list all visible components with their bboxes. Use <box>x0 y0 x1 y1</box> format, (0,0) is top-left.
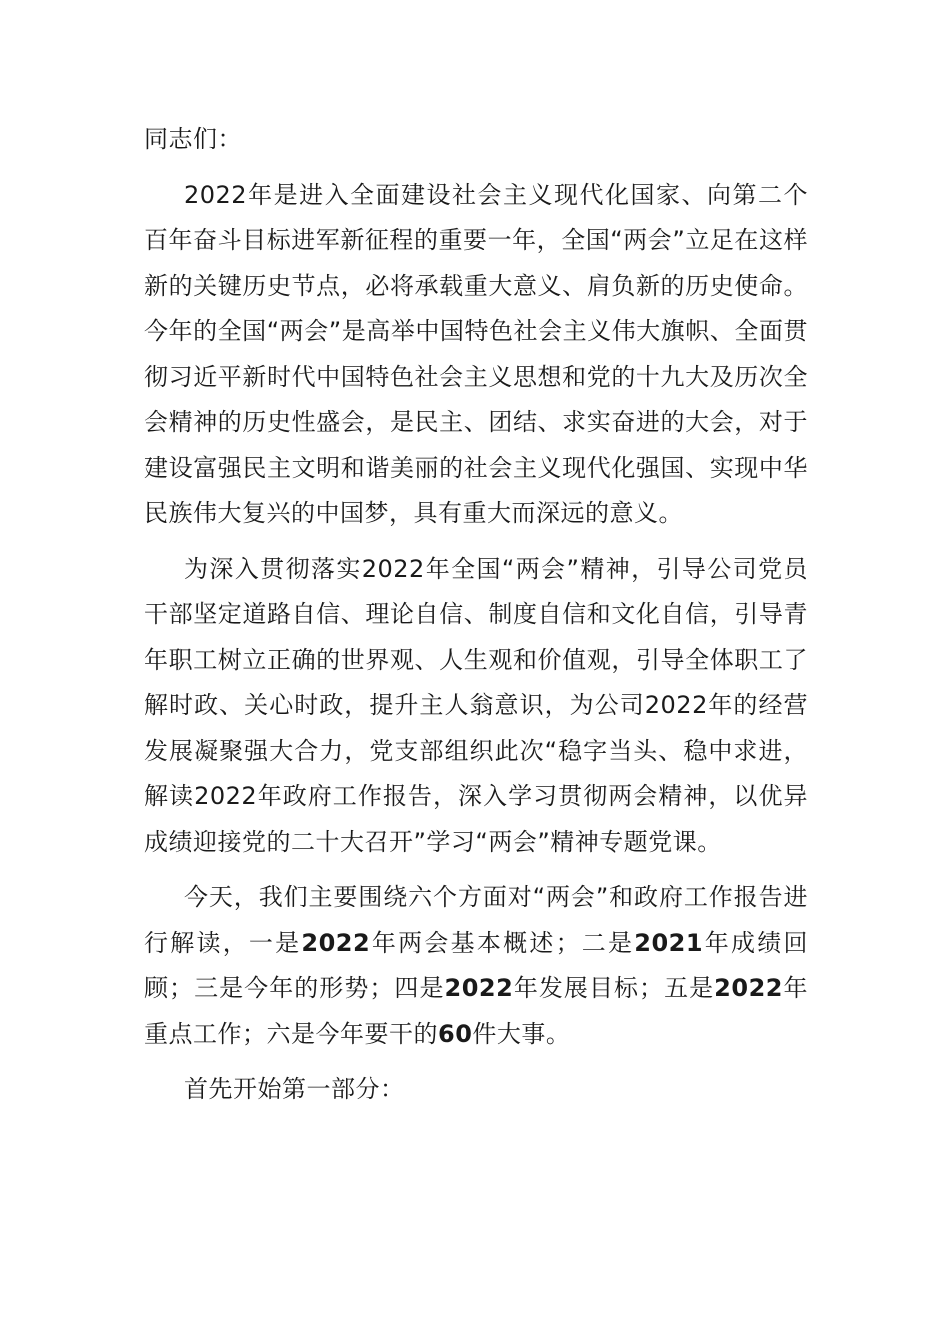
outline-text: 今天，我们主要围绕六个方面对“两会”和政府工作报告进行解读，一是 <box>144 883 808 957</box>
paragraph-purpose: 为深入贯彻落实2022年全国“两会”精神，引导公司党员干部坚定道路自信、理论自信、制度自信和文化自信，引导青年职工树立正确的世界观、人生观和价值观，引导全体职工了解时政、关心时政，提升主人翁意识，为公司2022年的经营发展凝聚强大合力，党支部组织此次“稳字当头、稳中求进，解读2022年政府工作报告，深入学习贯彻两会精神，以优异成绩迎接党的二十大召开”学习“两会”精神专题党课。 <box>144 554 808 856</box>
outline-bold-number: 2021 <box>634 928 704 957</box>
outline-bold-number: 2022 <box>301 928 371 957</box>
outline-text: 年成绩回顾；三是今年的形势；四是 <box>144 928 809 1002</box>
outline-text: 件大事。 <box>472 1019 571 1048</box>
paragraph-intro: 2022年是进入全面建设社会主义现代化国家、向第二个百年奋斗目标进军新征程的重要一年，全国“两会”立足在这样新的关键历史节点，必将承载重大意义、肩负新的历史使命。今年的全国“两会”是高举中国特色社会主义伟大旗帜、全面贯彻习近平新时代中国特色社会主义思想和党的十九大及历次全会精神的历史性盛会，是民主、团结、求实奋进的大会，对于建设富强民主文明和谐美丽的社会主义现代化强国、实现中华民族伟大复兴的中国梦，具有重大而深远的意义。 <box>144 180 808 527</box>
document-page <box>144 117 808 1123</box>
paragraph-start: 首先开始第一部分： <box>184 1075 405 1103</box>
outline-bold-number: 2022 <box>714 974 783 1002</box>
outline-text: 年重点工作；六是今年要干的 <box>144 974 809 1048</box>
salutation: 同志们： <box>144 125 242 153</box>
outline-bold-number: 2022 <box>444 974 514 1002</box>
outline-text: 年发展目标；五是 <box>513 974 715 1002</box>
outline-text: 年两会基本概述；二是 <box>370 928 635 957</box>
paragraph-outline <box>144 875 808 1057</box>
outline-bold-number: 60 <box>438 1019 473 1048</box>
